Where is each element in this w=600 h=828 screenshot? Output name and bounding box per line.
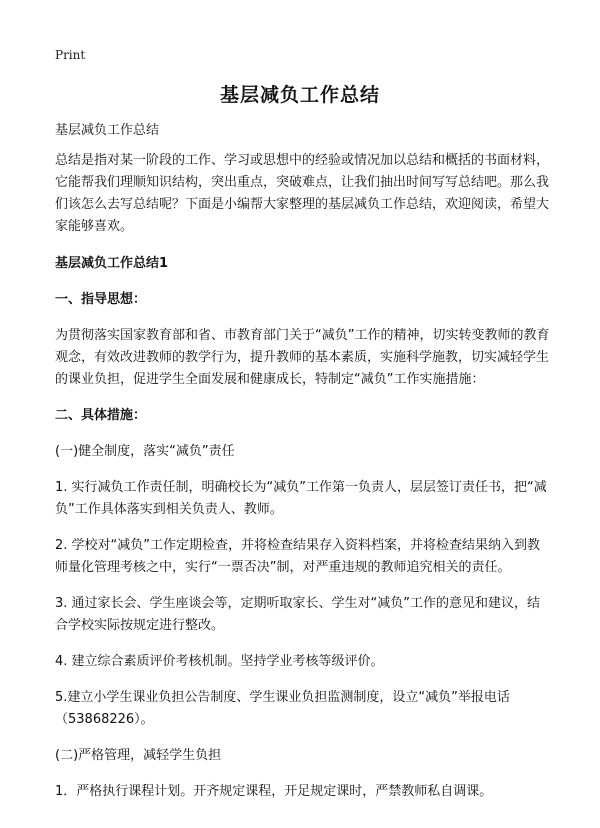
list-item: 1. 实行减负工作责任制，明确校长为“减负”工作第一负责人，层层签订责任书，把“减负”工作具体落实到相关负责人、教师。 — [55, 480, 547, 517]
section-heading: 基层减负工作总结1 — [55, 256, 169, 271]
guiding-paragraph: 为贯彻落实国家教育部和省、市教育部门关于“减负”工作的精神，切实转变教师的教育观念，有效改进教师的教学行为，提升教师的基本素质，实施科学施教，切实减轻学生的课业负担，促进学生全面发展和健康成长，特制定“减负”工作实施措施： — [55, 328, 550, 387]
list-item: 2. 学校对“减负”工作定期检查，并将检查结果存入资料档案，并将检查结果纳入到教师量化管理考核之中，实行“一票否决”制，对严重违规的教师追究相关的责任。 — [55, 538, 541, 575]
print-link[interactable]: Print — [55, 48, 86, 62]
list-item: 5.建立小学生课业负担公告制度、学生课业负担监测制度，设立“减负”举报电话（53868226）。 — [55, 690, 510, 727]
subheading-management: (二)严格管理，减轻学生负担 — [55, 748, 222, 763]
document-body — [55, 120, 550, 817]
subheading-system: (一)健全制度，落实“减负”责任 — [55, 444, 235, 459]
heading-measures: 二、具体措施： — [55, 408, 147, 423]
document-subtitle: 基层减负工作总结 — [55, 123, 160, 138]
intro-paragraph: 总结是指对某一阶段的工作、学习或思想中的经验或情况加以总结和概括的书面材料，它能帮我们理顺知识结构，突出重点，突破难点，让我们抽出时间写写总结吧。那么我们该怎么去写总结呢？下面是小编帮大家整理的基层减负工作总结，欢迎阅读，希望大家能够喜欢。 — [55, 153, 550, 234]
page-title: 基层减负工作总结 — [219, 84, 380, 106]
heading-guiding-ideology: 一、指导思想： — [55, 292, 147, 307]
list-item: 4. 建立综合素质评价考核机制。坚持学业考核等级评价。 — [55, 654, 384, 669]
list-item: 1．严格执行课程计划。开齐规定课程，开足规定课时，严禁教师私自调课。 — [55, 784, 493, 799]
list-item: 3. 通过家长会、学生座谈会等，定期听取家长、学生对“减负”工作的意见和建议，结合学校实际按规定进行整改。 — [55, 596, 541, 633]
